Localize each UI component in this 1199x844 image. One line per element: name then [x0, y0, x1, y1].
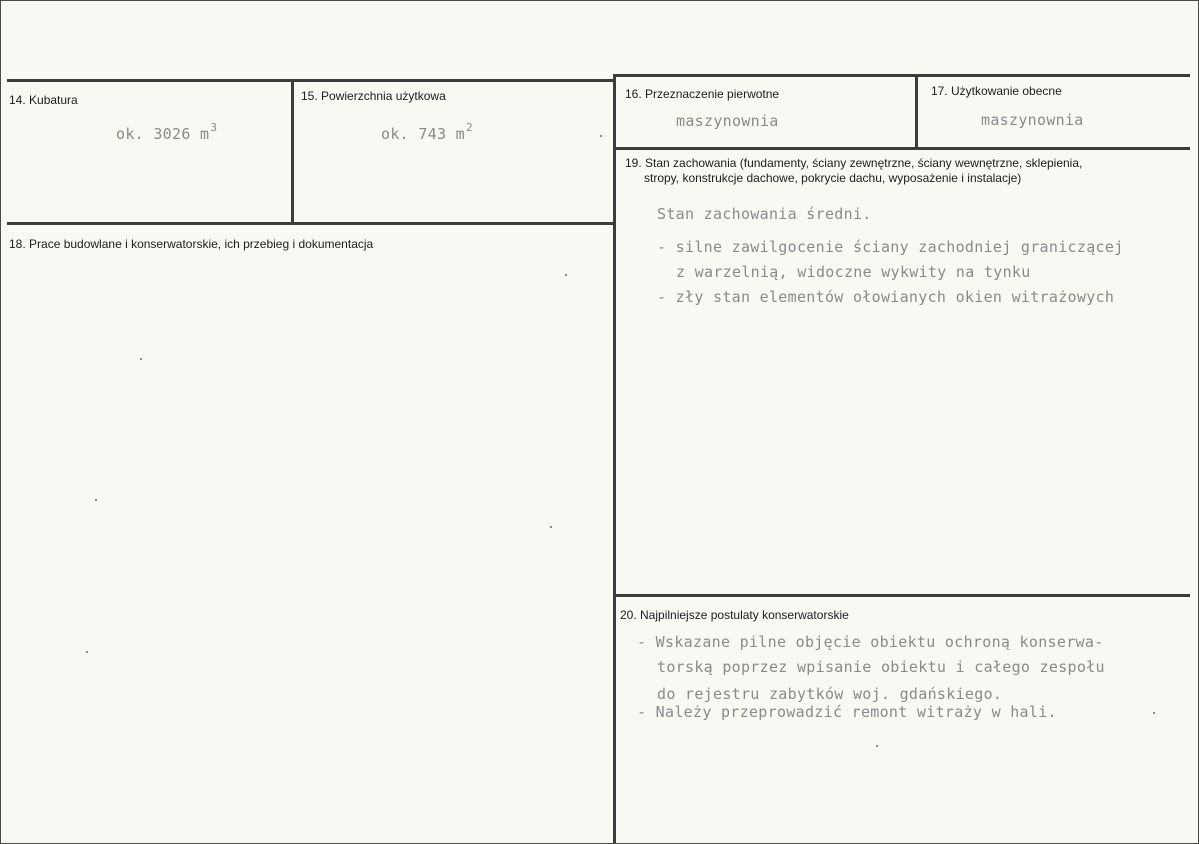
divider-14-15 [291, 81, 294, 224]
scan-speck [140, 358, 142, 360]
scan-speck [600, 135, 602, 137]
field-15-exponent: 2 [465, 121, 473, 134]
field-14-value-text: ok. 3026 m [116, 125, 210, 143]
field-14-label: 14. Kubatura [9, 93, 78, 107]
rule-below-16-17 [613, 147, 1190, 150]
field-19-line: - zły stan elementów ołowianych okien witrażowych [657, 288, 1115, 306]
scan-speck [95, 499, 97, 501]
field-20-line: - Należy przeprowadzić remont witraży w hali. [637, 703, 1057, 721]
field-16-label: 16. Przeznaczenie pierwotne [625, 87, 780, 101]
top-rule-right [613, 74, 1190, 77]
scan-speck [876, 745, 878, 747]
rule-above-20 [613, 594, 1190, 597]
field-15-value [381, 121, 473, 143]
scan-speck [86, 651, 88, 653]
top-rule-left [7, 79, 615, 82]
field-20-line: - Wskazane pilne objęcie obiektu ochroną konserwa- [637, 633, 1104, 651]
field-20-line: torską poprzez wpisanie obiektu i całego zespołu [657, 658, 1105, 676]
divider-16-17 [915, 76, 918, 149]
field-20-line: do rejestru zabytków woj. gdańskiego. [657, 685, 1003, 703]
field-15-value-text: ok. 743 m [381, 125, 465, 143]
field-17-value: maszynownia [981, 111, 1084, 129]
rule-below-14-15 [7, 222, 615, 225]
field-18-label: 18. Prace budowlane i konserwatorskie, ich przebieg i dokumentacja [9, 237, 374, 251]
field-17-label: 17. Użytkowanie obecne [931, 84, 1062, 98]
field-19-label-line2: stropy, konstrukcje dachowe, pokrycie dachu, wyposażenie i instalacje) [644, 171, 1022, 185]
field-19-line: Stan zachowania średni. [657, 205, 872, 223]
scan-speck [565, 274, 567, 276]
field-14-exponent: 3 [210, 121, 218, 134]
field-19-label-line1: 19. Stan zachowania (fundamenty, ściany zewnętrzne, ściany wewnętrzne, sklepienia, [625, 156, 1083, 170]
field-15-label: 15. Powierzchnia użytkowa [301, 89, 446, 103]
scan-speck [1153, 712, 1155, 714]
field-14-value [116, 121, 217, 143]
field-19-line: - silne zawilgocenie ściany zachodniej graniczącej [657, 238, 1124, 256]
divider-left-right [613, 76, 616, 843]
field-16-value: maszynownia [676, 112, 779, 130]
field-19-line: z warzelnią, widoczne wykwity na tynku [676, 263, 1031, 281]
field-20-label: 20. Najpilniejsze postulaty konserwatorskie [620, 608, 849, 622]
scan-speck [550, 526, 552, 528]
